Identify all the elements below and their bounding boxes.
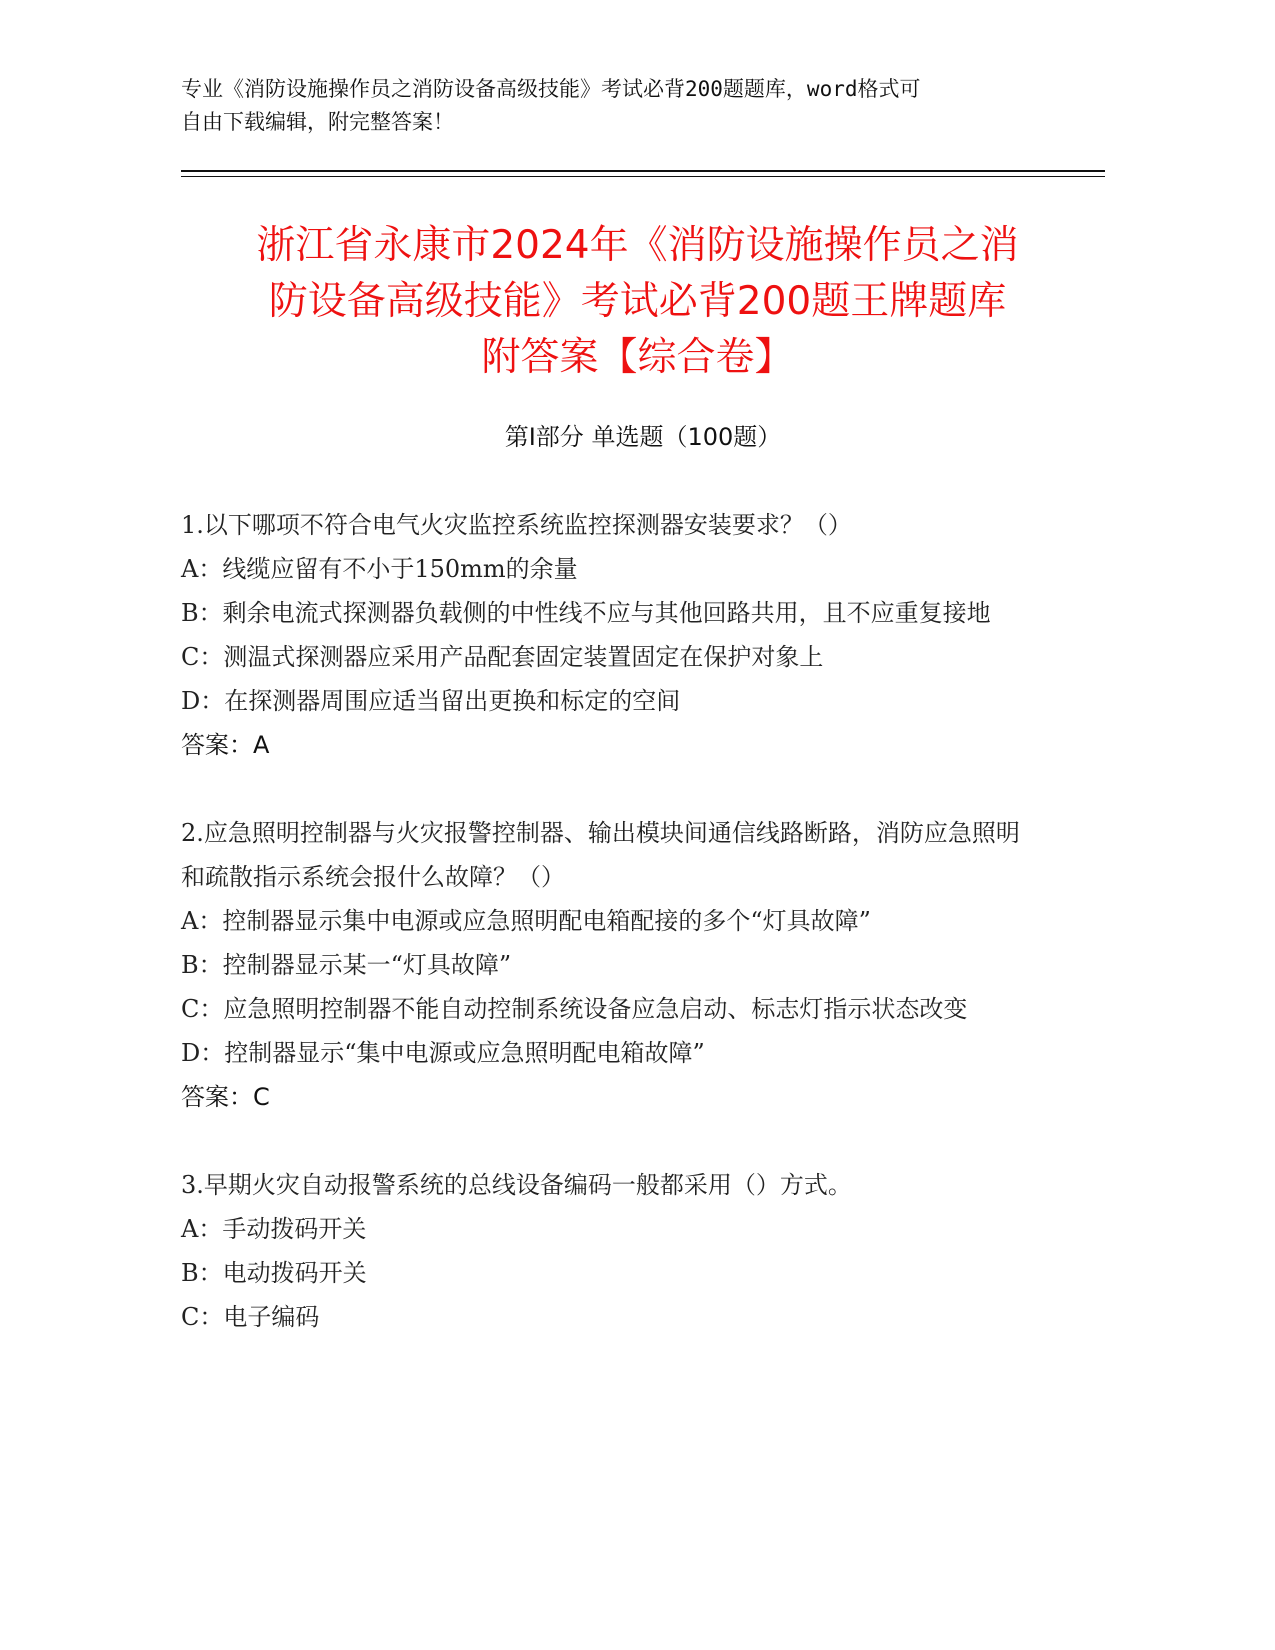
document-title-line-1: 浙江省永康市2024年《消防设施操作员之消 [256, 223, 1019, 268]
document-title [170, 218, 1105, 386]
answer: 答案：A [181, 731, 270, 759]
header-divider-thin [181, 176, 1105, 177]
section-title: 第Ⅰ部分 单选题（100题） [504, 423, 782, 451]
option-a: A：线缆应留有不小于150mm的余量 [181, 555, 578, 583]
option-a: A：手动拨码开关 [181, 1215, 367, 1243]
header-note-line-2: 自由下载编辑，附完整答案！ [181, 110, 454, 134]
header-note [181, 73, 1061, 139]
option-b: B：控制器显示某一“灯具故障” [181, 951, 512, 979]
option-c: C：测温式探测器应采用产品配套固定装置固定在保护对象上 [181, 643, 824, 671]
option-b: B：电动拨码开关 [181, 1259, 367, 1287]
header-divider-thick [181, 170, 1105, 172]
option-c: C：应急照明控制器不能自动控制系统设备应急启动、标志灯指示状态改变 [181, 995, 968, 1023]
question-1 [181, 503, 1031, 767]
question-text: 3.早期火灾自动报警系统的总线设备编码一般都采用（）方式。 [181, 1171, 852, 1199]
question-text: 2.应急照明控制器与火灾报警控制器、输出模块间通信线路断路，消防应急照明和疏散指示系统会报什么故障？（） [181, 819, 1020, 891]
question-3 [181, 1163, 1031, 1339]
question-list [181, 503, 1031, 1383]
option-c: C：电子编码 [181, 1303, 320, 1331]
question-2 [181, 811, 1031, 1119]
option-a: A：控制器显示集中电源或应急照明配电箱配接的多个“灯具故障” [181, 907, 871, 935]
option-b: B：剩余电流式探测器负载侧的中性线不应与其他回路共用，且不应重复接地 [181, 599, 991, 627]
document-title-line-3: 附答案【综合卷】 [481, 335, 794, 380]
option-d: D：控制器显示“集中电源或应急照明配电箱故障” [181, 1039, 705, 1067]
answer: 答案：C [181, 1083, 270, 1111]
header-note-line-1: 专业《消防设施操作员之消防设备高级技能》考试必背200题题库，word格式可 [181, 77, 921, 101]
question-text: 1.以下哪项不符合电气火灾监控系统监控探测器安装要求？（） [181, 511, 852, 539]
option-d: D：在探测器周围应适当留出更换和标定的空间 [181, 687, 681, 715]
document-title-line-2: 防设备高级技能》考试必背200题王牌题库 [268, 279, 1007, 324]
